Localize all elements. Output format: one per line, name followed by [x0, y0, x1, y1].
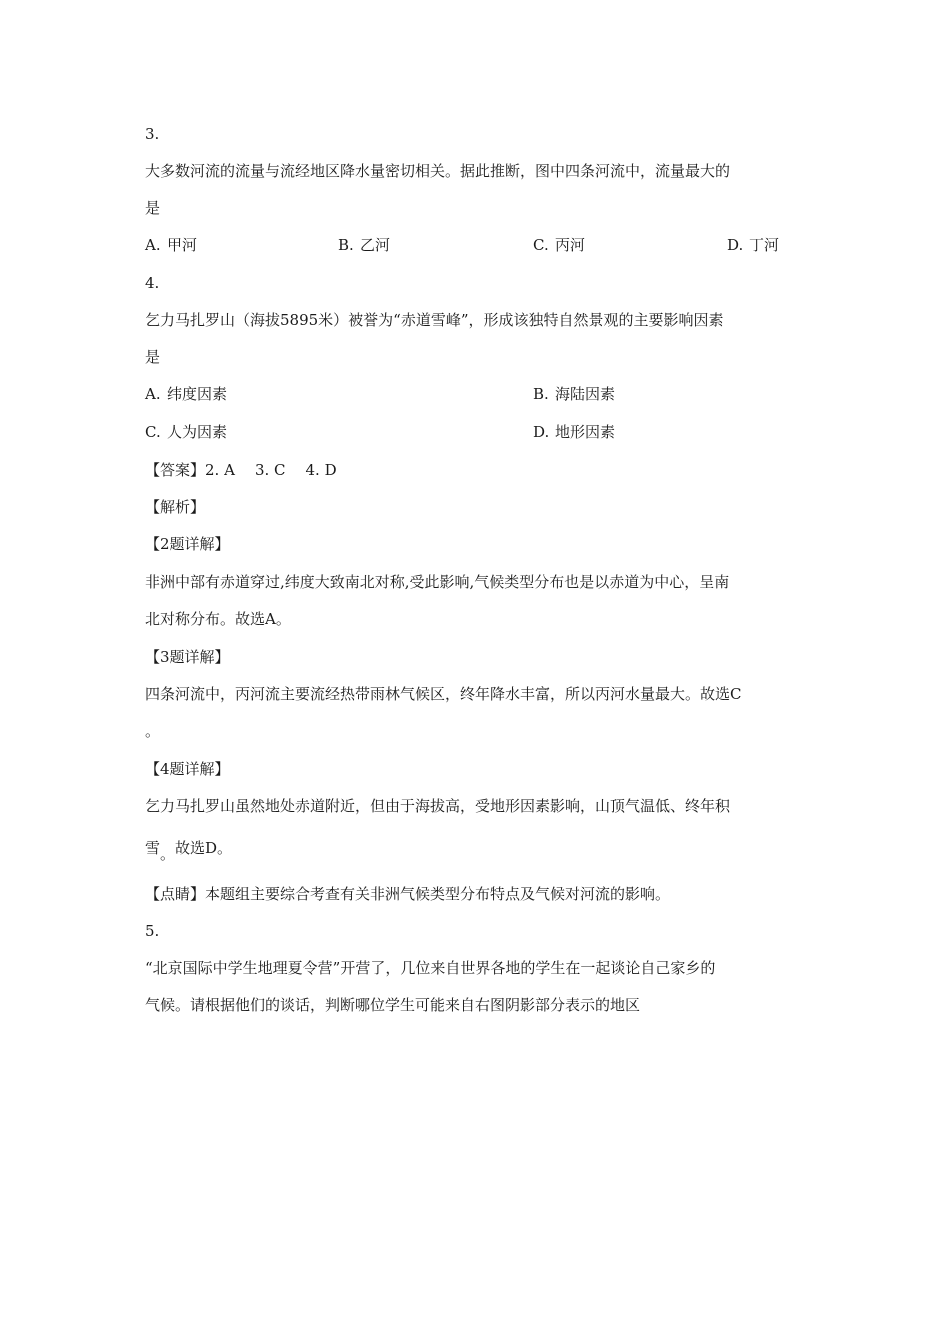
- q3-number: 3.: [145, 125, 160, 143]
- answer-label: 【答案】: [145, 461, 206, 479]
- analysis-q2-line2: 北对称分布。故选A。: [145, 610, 291, 628]
- q4-option-c-letter: C.: [145, 423, 161, 441]
- answer-line: [145, 460, 337, 480]
- q4-option-b[interactable]: [533, 384, 615, 404]
- q3-option-a[interactable]: [145, 235, 197, 255]
- analysis-q3-line1: 四条河流中，丙河流主要流经热带雨林气候区，终年降水丰富，所以丙河水量最大。故选C: [145, 685, 742, 703]
- q3-option-b-text: 乙河: [360, 236, 391, 254]
- q3-option-c-letter: C.: [533, 236, 549, 254]
- analysis-q2-heading: 【2题详解】: [145, 535, 230, 553]
- q3-option-b[interactable]: [338, 235, 390, 255]
- q5-number: 5.: [145, 922, 160, 940]
- q3-option-c-text: 丙河: [555, 236, 586, 254]
- answer-item: 4. D: [305, 461, 337, 479]
- comment-text: 本题组主要综合考查有关非洲气候类型分布特点及气候对河流的影响。: [205, 885, 671, 903]
- q4-option-d[interactable]: [533, 422, 615, 442]
- analysis-q4-line2-period: 。: [160, 845, 176, 863]
- q3-option-d[interactable]: [727, 235, 779, 255]
- q4-option-d-text: 地形因素: [555, 423, 616, 441]
- q3-option-d-text: 丁河: [749, 236, 780, 254]
- q3-option-d-letter: D.: [727, 236, 744, 254]
- q4-option-c-text: 人为因素: [167, 423, 228, 441]
- analysis-q4-line2-word: 雪: [145, 839, 161, 857]
- q4-option-a-letter: A.: [145, 385, 161, 403]
- q4-stem-line2: 是: [145, 348, 161, 366]
- comment-line: [145, 884, 670, 904]
- q4-option-b-letter: B.: [533, 385, 549, 403]
- q5-stem-line2: 气候。请根据他们的谈话，判断哪位学生可能来自右图阴影部分表示的地区: [145, 996, 641, 1014]
- analysis-q4-line2-conclusion: 故选D。: [175, 839, 233, 857]
- q4-stem-line1: 乞力马扎罗山（海拔5895米）被誉为“赤道雪峰”，形成该独特自然景观的主要影响因素: [145, 311, 724, 329]
- q4-number: 4.: [145, 274, 160, 292]
- answer-item: 2. A: [205, 461, 235, 479]
- q3-option-a-letter: A.: [145, 236, 161, 254]
- q4-option-a-text: 纬度因素: [167, 385, 228, 403]
- q4-option-b-text: 海陆因素: [555, 385, 616, 403]
- analysis-q2-line1: 非洲中部有赤道穿过,纬度大致南北对称,受此影响,气候类型分布也是以赤道为中心，呈南: [145, 573, 730, 591]
- analysis-q4-heading: 【4题详解】: [145, 760, 230, 778]
- q3-option-a-text: 甲河: [167, 236, 198, 254]
- q3-stem-line1: 大多数河流的流量与流经地区降水量密切相关。据此推断，图中四条河流中，流量最大的: [145, 162, 731, 180]
- analysis-q3-line2: 。: [145, 722, 161, 740]
- q4-option-c[interactable]: [145, 422, 227, 442]
- q3-stem-line2: 是: [145, 199, 161, 217]
- q3-option-c[interactable]: [533, 235, 585, 255]
- analysis-q4-line2: [145, 838, 233, 863]
- q4-option-d-letter: D.: [533, 423, 550, 441]
- q5-stem-line1: “北京国际中学生地理夏令营”开营了，几位来自世界各地的学生在一起谈论自己家乡的: [145, 959, 716, 977]
- comment-label: 【点睛】: [145, 885, 206, 903]
- q4-option-a[interactable]: [145, 384, 227, 404]
- analysis-label: 【解析】: [145, 498, 206, 516]
- analysis-q3-heading: 【3题详解】: [145, 648, 230, 666]
- q3-option-b-letter: B.: [338, 236, 354, 254]
- answer-item: 3. C: [254, 461, 286, 479]
- analysis-q4-line1: 乞力马扎罗山虽然地处赤道附近，但由于海拔高，受地形因素影响，山顶气温低、终年积: [145, 797, 731, 815]
